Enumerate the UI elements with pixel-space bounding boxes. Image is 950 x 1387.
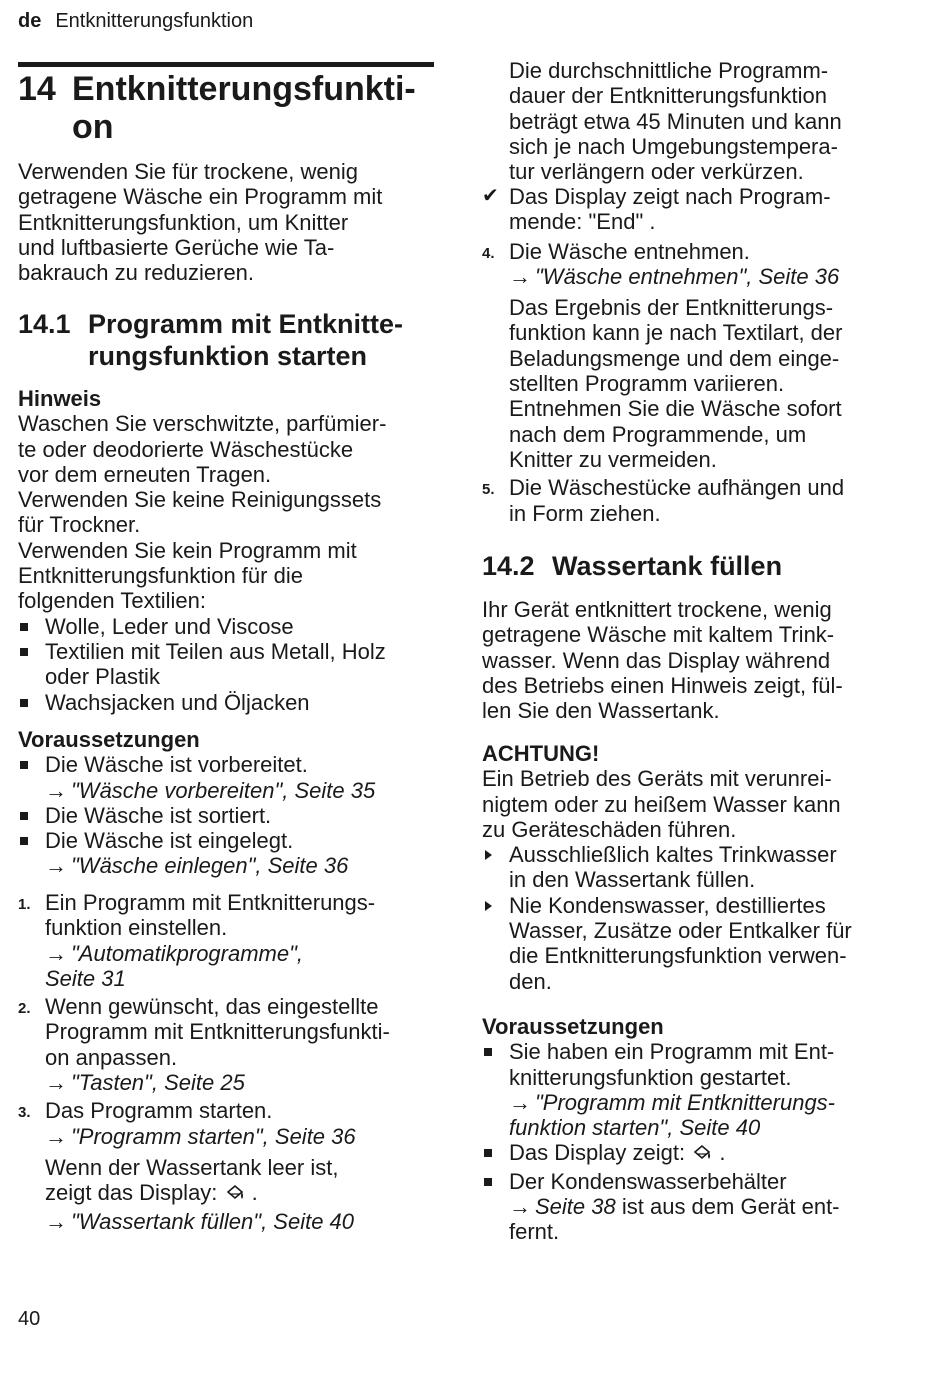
note-text: stellten Programm variieren. xyxy=(509,371,785,397)
cross-reference-text: "Wäsche einlegen", Seite 36 xyxy=(71,853,349,879)
hinweis-block xyxy=(18,386,443,715)
list-item-text: Textilien mit Teilen aus Metall, Holz xyxy=(45,638,386,664)
step-number: 1. xyxy=(18,896,31,913)
arrow-right-icon: → xyxy=(509,263,531,289)
checkmark-icon: ✔ xyxy=(482,185,499,207)
action-item xyxy=(482,842,912,893)
step-number: 2. xyxy=(18,1000,31,1018)
bullet-square xyxy=(20,812,28,820)
step-5 xyxy=(482,475,922,526)
bullet-square xyxy=(20,623,28,631)
arrow-right-icon: → xyxy=(45,1208,67,1234)
step-text: Die Wäschestücke aufhängen und xyxy=(509,475,845,501)
list-item xyxy=(18,614,443,639)
paragraph-line: Ihr Gerät entknittert trockene, wenig xyxy=(482,597,832,622)
heading-rule xyxy=(18,62,434,67)
warning-block xyxy=(482,741,912,994)
hinweis-line: Entknitterungsfunktion für die xyxy=(18,563,303,589)
cross-reference-text: "Wäsche entnehmen", Seite 36 xyxy=(535,263,840,289)
cross-reference-text: Seite 31 xyxy=(45,965,126,991)
section-14-1-heading xyxy=(18,308,448,372)
step-1 xyxy=(18,890,443,991)
warning-label: ACHTUNG! xyxy=(482,741,600,766)
cross-reference-text: "Programm mit Entknitterungs- xyxy=(535,1089,836,1115)
paragraph-line: des Betriebs einen Hinweis zeigt, fül- xyxy=(482,672,843,698)
chapter-heading xyxy=(18,70,416,146)
bullet-square xyxy=(484,1149,492,1157)
header-title: Entknitterungsfunktion xyxy=(55,10,254,32)
paragraph-line: beträgt etwa 45 Minuten und kann xyxy=(509,108,842,134)
note-text: Wenn der Wassertank leer ist, xyxy=(45,1154,339,1180)
hinweis-line: folgenden Textilien: xyxy=(18,588,206,614)
arrow-right-icon: → xyxy=(509,1194,531,1220)
paragraph-line: wasser. Wenn das Display während xyxy=(482,647,831,673)
cross-reference-link[interactable] xyxy=(45,941,303,991)
intro-line: Verwenden Sie für trockene, wenig xyxy=(18,159,358,184)
hinweis-line: te oder deodorierte Wäschestücke xyxy=(18,436,354,462)
intro-line: Entknitterungsfunktion, um Knitter xyxy=(18,209,349,235)
arrow-right-icon: → xyxy=(45,1070,67,1096)
list-item-text: Wolle, Leder und Viscose xyxy=(45,613,294,639)
language-code: de xyxy=(18,10,42,32)
note-text: Entnehmen Sie die Wäsche sofort xyxy=(509,396,842,422)
arrow-right-icon: → xyxy=(45,777,67,803)
action-text: Ausschließlich kaltes Trinkwasser xyxy=(509,842,837,868)
intro-line: bakrauch zu reduzieren. xyxy=(18,260,255,286)
step-text: Ein Programm mit Entknitterungs- xyxy=(45,890,376,915)
step-4 xyxy=(482,239,922,290)
cross-reference-link[interactable] xyxy=(45,1209,354,1234)
list-item-text: Die Wäsche ist eingelegt. xyxy=(45,828,294,854)
note-text: Beladungsmenge und dem einge- xyxy=(509,345,840,371)
cross-reference-link[interactable] xyxy=(509,1194,616,1219)
arrow-right-icon: → xyxy=(45,853,67,879)
section-title: Wassertank füllen xyxy=(552,551,783,581)
arrow-right-icon: → xyxy=(45,940,67,966)
prerequisites-label: Voraussetzungen xyxy=(482,1014,664,1039)
bullet-square xyxy=(20,761,28,769)
water-tank-icon xyxy=(224,1183,246,1208)
cross-reference-link[interactable] xyxy=(45,853,348,878)
hinweis-line: Verwenden Sie kein Programm mit xyxy=(18,537,357,563)
step-text: Die Wäsche entnehmen. xyxy=(509,238,750,264)
note-text: Das Ergebnis der Entknitterungs- xyxy=(509,295,834,321)
triangle-bullet-icon xyxy=(485,901,492,911)
note-text: Knitter zu vermeiden. xyxy=(509,446,717,472)
section-number: 14.2 xyxy=(482,551,535,581)
bullet-square xyxy=(20,648,28,656)
triangle-bullet-icon xyxy=(485,850,492,860)
step-text: Wenn gewünscht, das eingestellte xyxy=(45,994,379,1020)
intro-line: und luftbasierte Gerüche wie Ta- xyxy=(18,234,335,260)
arrow-right-icon: → xyxy=(509,1089,531,1115)
chapter-title-line1: Entknitterungsfunkti- xyxy=(72,70,416,108)
result-text: mende: "End" . xyxy=(509,209,656,235)
note-text: zeigt das Display: xyxy=(45,1180,218,1206)
result-item xyxy=(482,184,922,235)
list-item-text: oder Plastik xyxy=(45,664,160,690)
hinweis-line: Waschen Sie verschwitzte, parfümier- xyxy=(18,411,387,437)
bullet-square xyxy=(20,837,28,845)
prerequisites-block-2 xyxy=(482,1014,912,1245)
list-item-text: Das Display zeigt: xyxy=(509,1140,686,1166)
step-number: 4. xyxy=(482,244,495,262)
action-text: in den Wassertank füllen. xyxy=(509,867,756,893)
cross-reference-link[interactable] xyxy=(45,1124,356,1149)
step-3-note: Wenn der Wassertank leer ist, zeigt das Display: . → "Wassertank füllen", Seite 40 xyxy=(45,1154,355,1234)
section-title-line2: rungsfunktion starten xyxy=(88,341,368,371)
section-title-line1: Programm mit Entknitte- xyxy=(88,309,404,339)
running-header xyxy=(18,10,253,33)
cross-reference-text: "Automatikprogramme", xyxy=(71,940,304,966)
cross-reference-link[interactable] xyxy=(509,1090,835,1140)
list-item-text: knitterungsfunktion gestartet. xyxy=(509,1064,792,1090)
step-text: funktion einstellen. xyxy=(45,915,228,941)
cross-reference-text: "Wassertank füllen", Seite 40 xyxy=(71,1208,355,1234)
result-block xyxy=(482,184,922,526)
list-item xyxy=(18,803,443,828)
prerequisites-label: Voraussetzungen xyxy=(18,727,200,752)
step-number: 3. xyxy=(18,1104,31,1122)
list-item-text: ist aus dem Gerät ent- xyxy=(621,1194,840,1220)
step-3 xyxy=(18,1098,443,1149)
list-item xyxy=(18,690,443,715)
page-number: 40 xyxy=(18,1308,41,1330)
step-text: Programm mit Entknitterungsfunkti- xyxy=(45,1019,390,1045)
water-tank-icon xyxy=(691,1143,713,1168)
paragraph-line: getragene Wäsche mit kaltem Trink- xyxy=(482,622,835,648)
step-text: on anpassen. xyxy=(45,1044,178,1070)
step-text: Das Programm starten. xyxy=(45,1098,273,1124)
list-item xyxy=(18,828,443,879)
bullet-square xyxy=(484,1048,492,1056)
step-number: 5. xyxy=(482,481,495,499)
list-item-text: Sie haben ein Programm mit Ent- xyxy=(509,1039,835,1065)
bullet-square xyxy=(484,1178,492,1186)
list-item xyxy=(482,1169,912,1245)
list-item xyxy=(18,752,443,803)
warning-line: zu Geräteschäden führen. xyxy=(482,816,737,842)
action-text: Wasser, Zusätze oder Entkalker für xyxy=(509,918,852,944)
cross-reference-link[interactable] xyxy=(45,778,375,803)
cross-reference-text: "Tasten", Seite 25 xyxy=(71,1070,245,1096)
list-item xyxy=(482,1039,912,1140)
action-text: die Entknitterungsfunktion verwen- xyxy=(509,943,847,969)
bullet-square xyxy=(20,699,28,707)
hinweis-line: vor dem erneuten Tragen. xyxy=(18,461,272,487)
warning-line: nigtem oder zu heißem Wasser kann xyxy=(482,791,841,817)
warning-line: Ein Betrieb des Geräts mit verunrei- xyxy=(482,766,832,792)
step-4-note xyxy=(482,295,922,472)
note-text: funktion kann je nach Textilart, der xyxy=(509,320,843,346)
prerequisites-block xyxy=(18,727,443,879)
section-number: 14.1 xyxy=(18,309,71,339)
cross-reference-text: Seite 38 xyxy=(535,1194,616,1220)
paragraph-line: sich je nach Umgebungstempera- xyxy=(509,133,838,159)
section-14-2-heading xyxy=(482,550,912,582)
chapter-intro xyxy=(18,159,438,285)
paragraph-line: len Sie den Wassertank. xyxy=(482,698,720,724)
hinweis-line: Verwenden Sie keine Reinigungssets xyxy=(18,487,382,513)
intro-line: getragene Wäsche ein Programm mit xyxy=(18,184,383,210)
action-text: den. xyxy=(509,968,552,994)
paragraph-line: tur verlängern oder verkürzen. xyxy=(509,159,804,185)
list-item-text: Der Kondenswasserbehälter xyxy=(509,1168,787,1194)
section-14-2-intro xyxy=(482,597,912,723)
note-text: nach dem Programmende, um xyxy=(509,421,807,447)
result-text: Das Display zeigt nach Program- xyxy=(509,184,831,209)
cross-reference-text: funktion starten", Seite 40 xyxy=(509,1115,761,1141)
paragraph-line: dauer der Entknitterungsfunktion xyxy=(509,83,827,109)
list-item-text: Die Wäsche ist vorbereitet. xyxy=(45,752,308,778)
cross-reference-text: "Programm starten", Seite 36 xyxy=(71,1123,356,1149)
step-text: in Form ziehen. xyxy=(509,500,661,526)
action-text: Nie Kondenswasser, destilliertes xyxy=(509,892,826,918)
action-item xyxy=(482,893,912,994)
cross-reference-link[interactable] xyxy=(45,1070,245,1095)
step-2 xyxy=(18,994,443,1095)
hinweis-line: für Trockner. xyxy=(18,512,141,538)
chapter-number: 14 xyxy=(18,70,56,108)
cross-reference-text: "Wäsche vorbereiten", Seite 35 xyxy=(71,777,376,803)
list-item-text: Wachsjacken und Öljacken xyxy=(45,689,310,715)
list-item-text: Die Wäsche ist sortiert. xyxy=(45,802,272,828)
chapter-title-line2: on xyxy=(72,108,114,146)
list-item-text: fernt. xyxy=(509,1219,560,1245)
hinweis-label: Hinweis xyxy=(18,386,102,411)
arrow-right-icon: → xyxy=(45,1123,67,1149)
list-item xyxy=(18,639,443,690)
paragraph-line: Die durchschnittliche Programm- xyxy=(509,58,829,83)
cross-reference-link[interactable] xyxy=(509,264,839,289)
duration-paragraph xyxy=(509,58,929,184)
list-item: Das Display zeigt: . xyxy=(482,1140,912,1168)
steps-block xyxy=(18,890,443,1234)
